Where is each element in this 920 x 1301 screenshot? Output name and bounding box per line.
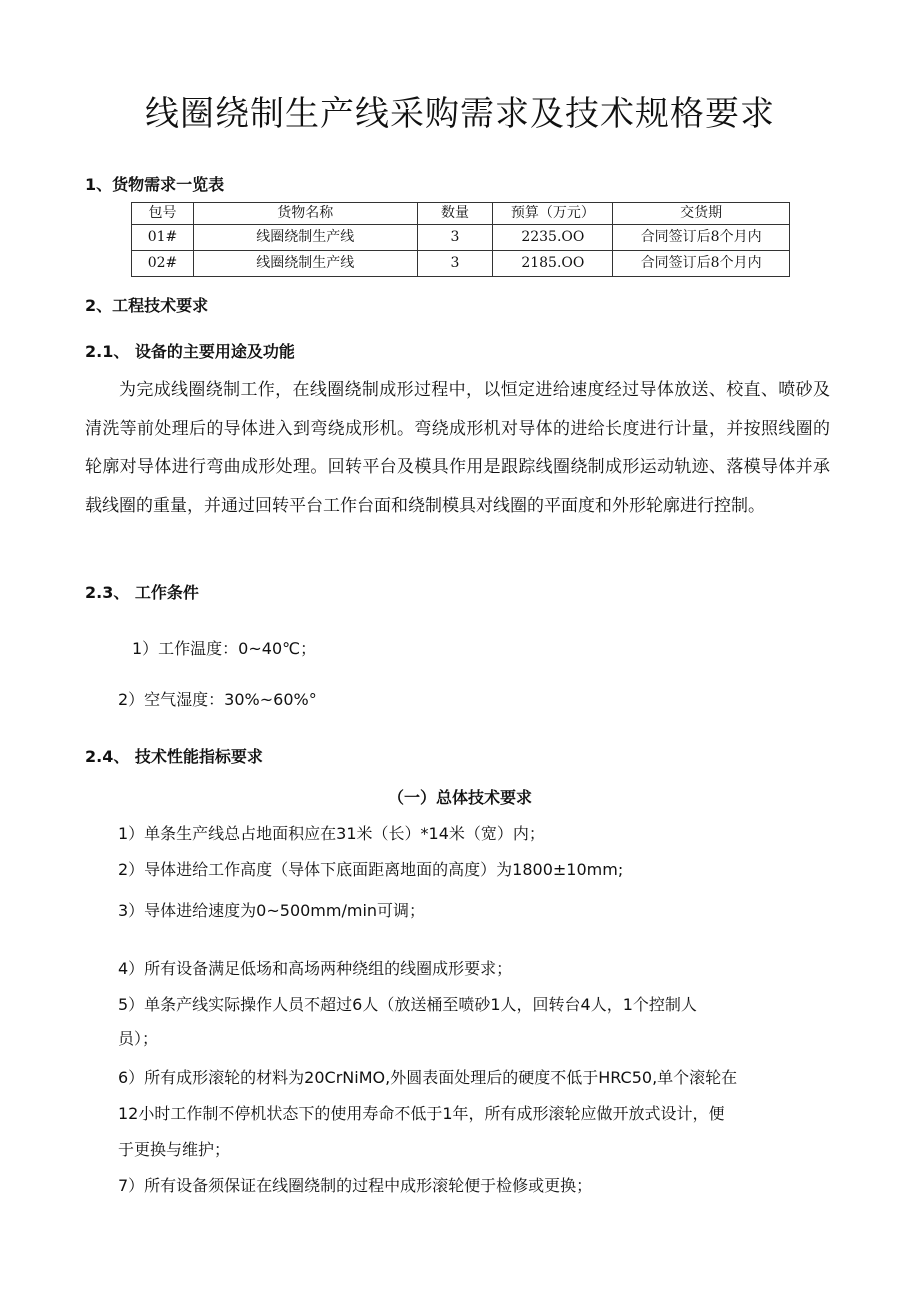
goods-table [131, 202, 790, 277]
table-header-row [132, 203, 790, 225]
section-2-1-heading: 2.1、 设备的主要用途及功能 [85, 342, 295, 361]
section-2-1-paragraph: 为完成线圈绕制工作，在线圈绕制成形过程中，以恒定进给速度经过导体放送、校直、喷砂及清洗等前处理后的导体进入到弯绕成形机。弯绕成形机对导体的进给长度进行计量，并按照线圈的轮廓对导体进行弯曲成形处理。回转平台及模具作用是跟踪线圈绕制成形运动轨迹、落模导体并承载线圈的重量，并通过回转平台工作台面和绕制模具对线圈的平面度和外形轮廓进行控制。 [85, 380, 830, 516]
cell-budget: 2185.OO [493, 251, 613, 277]
cell-package-no: 02# [132, 251, 194, 277]
page-title: 线圈绕制生产线采购需求及技术规格要求 [145, 94, 775, 134]
header-package-no: 包号 [132, 203, 194, 225]
header-budget: 预算（万元） [493, 203, 613, 225]
cell-goods-name: 线圈绕制生产线 [193, 251, 417, 277]
general-requirements-subheading: （一）总体技术要求 [387, 788, 532, 807]
header-goods-name: 货物名称 [193, 203, 417, 225]
requirement-item-6-cont2: 于更换与维护； [118, 1140, 231, 1159]
header-quantity: 数量 [417, 203, 493, 225]
requirement-item-5-cont: 员）； [118, 1029, 159, 1048]
requirement-item-4: 4）所有设备满足低场和高场两种绕组的线圈成形要求； [118, 959, 513, 978]
cell-budget: 2235.OO [493, 225, 613, 251]
header-delivery: 交货期 [613, 203, 790, 225]
cell-package-no: 01# [132, 225, 194, 251]
requirement-item-7: 7）所有设备须保证在线圈绕制的过程中成形滚轮便于检修或更换； [118, 1176, 593, 1195]
condition-temperature: 1）工作温度：0~40℃； [132, 639, 317, 658]
section-2-3-heading: 2.3、 工作条件 [85, 583, 199, 602]
requirement-item-5: 5）单条产线实际操作人员不超过6人（放送桶至喷砂1人，回转台4人，1个控制人 [118, 995, 697, 1014]
requirement-item-2: 2）导体进给工作高度（导体下底面距离地面的高度）为1800±10mm; [118, 860, 624, 879]
requirement-item-1: 1）单条生产线总占地面积应在31米（长）*14米（宽）内； [118, 824, 545, 843]
cell-quantity: 3 [417, 251, 493, 277]
condition-humidity: 2）空气湿度：30%~60%° [118, 690, 317, 709]
requirement-item-6-cont: 12小时工作制不停机状态下的使用寿命不低于1年，所有成形滚轮应做开放式设计，便 [118, 1104, 725, 1123]
table-row [132, 225, 790, 251]
section-2-heading: 2、工程技术要求 [85, 296, 209, 315]
cell-delivery: 合同签订后8个月内 [613, 225, 790, 251]
section-1-heading: 1、货物需求一览表 [85, 175, 225, 194]
requirement-item-3: 3）导体进给速度为0~500mm∕min可调； [118, 901, 426, 920]
requirement-item-6: 6）所有成形滚轮的材料为20CrNiMO,外圆表面处理后的硬度不低于HRC50,单个滚轮在 [118, 1068, 738, 1087]
cell-delivery: 合同签订后8个月内 [613, 251, 790, 277]
cell-goods-name: 线圈绕制生产线 [193, 225, 417, 251]
section-2-4-heading: 2.4、 技术性能指标要求 [85, 747, 263, 766]
cell-quantity: 3 [417, 225, 493, 251]
table-row [132, 251, 790, 277]
